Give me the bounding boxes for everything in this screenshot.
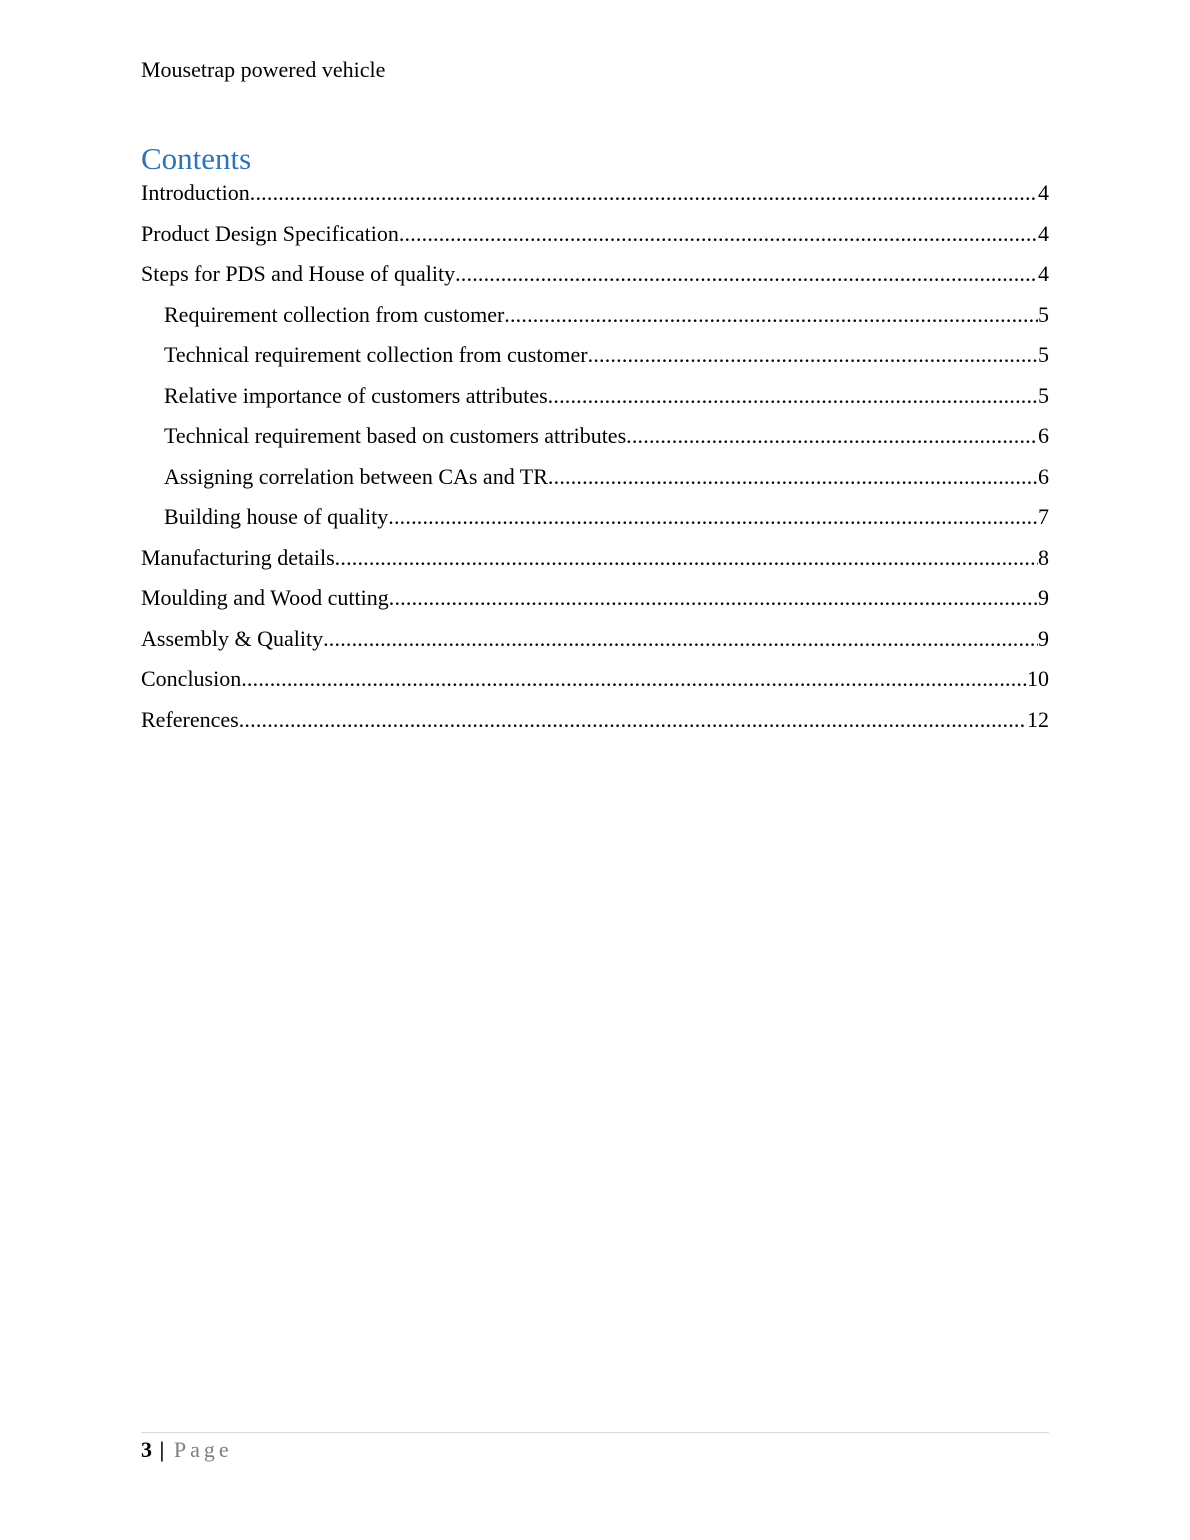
footer-page-number: 3 <box>141 1437 152 1462</box>
toc-entry-moulding-and-wood-cutting[interactable] <box>141 584 1049 625</box>
toc-entry-page: 4 <box>1038 220 1049 246</box>
running-header: Mousetrap powered vehicle <box>141 57 386 82</box>
toc-dot-leader <box>241 665 1027 693</box>
toc-dot-leader <box>548 463 1038 491</box>
toc-entry-label: Relative importance of customers attributes <box>164 382 548 408</box>
toc-dot-leader <box>250 179 1038 207</box>
toc-entry-label: Conclusion <box>141 666 242 691</box>
toc-dot-leader <box>455 260 1038 288</box>
toc-entry-page: 6 <box>1038 463 1049 489</box>
toc-entry-label: Moulding and Wood cutting <box>141 585 389 610</box>
toc-dot-leader <box>323 625 1038 653</box>
toc-entry-page: 9 <box>1038 585 1049 610</box>
toc-entry-technical-requirement-collection[interactable] <box>141 341 1049 382</box>
toc-entry-page: 10 <box>1027 666 1049 691</box>
toc-dot-leader <box>504 301 1038 329</box>
toc-entry-requirement-collection[interactable] <box>141 301 1049 342</box>
toc-entry-relative-importance[interactable] <box>141 382 1049 423</box>
toc-entry-page: 8 <box>1038 544 1049 570</box>
toc-entry-building-house-of-quality[interactable] <box>141 503 1049 544</box>
toc-entry-label: Product Design Specification <box>141 220 399 246</box>
footer-separator: | <box>159 1437 165 1462</box>
toc-entry-page: 5 <box>1038 342 1049 367</box>
toc-entry-label: References <box>141 706 239 732</box>
toc-dot-leader <box>626 422 1038 450</box>
toc-entry-label: Assembly & Quality <box>141 625 324 651</box>
toc-entry-label: Steps for PDS and House of quality <box>141 261 456 286</box>
toc-entry-page: 5 <box>1038 382 1049 408</box>
toc-entry-label: Assigning correlation between CAs and TR <box>164 463 548 489</box>
toc-entry-label: Building house of quality <box>164 504 389 529</box>
toc-entry-page: 4 <box>1038 261 1049 286</box>
toc-entry-label: Introduction <box>141 180 250 205</box>
toc-entry-page: 12 <box>1027 706 1049 732</box>
toc-entry-assembly-and-quality[interactable] <box>141 625 1049 666</box>
toc-entry-assigning-correlation[interactable] <box>141 463 1049 504</box>
toc-entry-introduction[interactable] <box>141 179 1049 220</box>
toc-entry-page: 6 <box>1038 423 1049 448</box>
table-of-contents <box>141 179 1049 746</box>
footer-page-label: Page <box>173 1437 233 1462</box>
toc-dot-leader <box>588 341 1038 369</box>
toc-entry-page: 9 <box>1038 625 1049 651</box>
toc-entry-label: Requirement collection from customer <box>164 301 505 327</box>
toc-entry-label: Technical requirement based on customers attributes <box>164 423 627 448</box>
toc-entry-label: Manufacturing details <box>141 544 335 570</box>
toc-dot-leader <box>548 382 1038 410</box>
toc-dot-leader <box>388 503 1038 531</box>
toc-title: Contents <box>141 141 252 176</box>
toc-entry-steps-for-pds[interactable] <box>141 260 1049 301</box>
toc-entry-conclusion[interactable] <box>141 665 1049 706</box>
toc-entry-page: 5 <box>1038 301 1049 327</box>
toc-dot-leader <box>335 544 1038 572</box>
page-footer <box>141 1435 233 1465</box>
toc-entry-page: 4 <box>1038 180 1049 205</box>
toc-entry-manufacturing-details[interactable] <box>141 544 1049 585</box>
toc-entry-references[interactable] <box>141 706 1049 747</box>
toc-entry-page: 7 <box>1038 504 1049 529</box>
toc-dot-leader <box>399 220 1038 248</box>
toc-dot-leader <box>389 584 1038 612</box>
footer-divider <box>141 1432 1049 1433</box>
toc-entry-technical-requirement-based[interactable] <box>141 422 1049 463</box>
toc-dot-leader <box>239 706 1027 734</box>
toc-entry-label: Technical requirement collection from customer <box>164 342 588 367</box>
toc-entry-product-design-specification[interactable] <box>141 220 1049 261</box>
